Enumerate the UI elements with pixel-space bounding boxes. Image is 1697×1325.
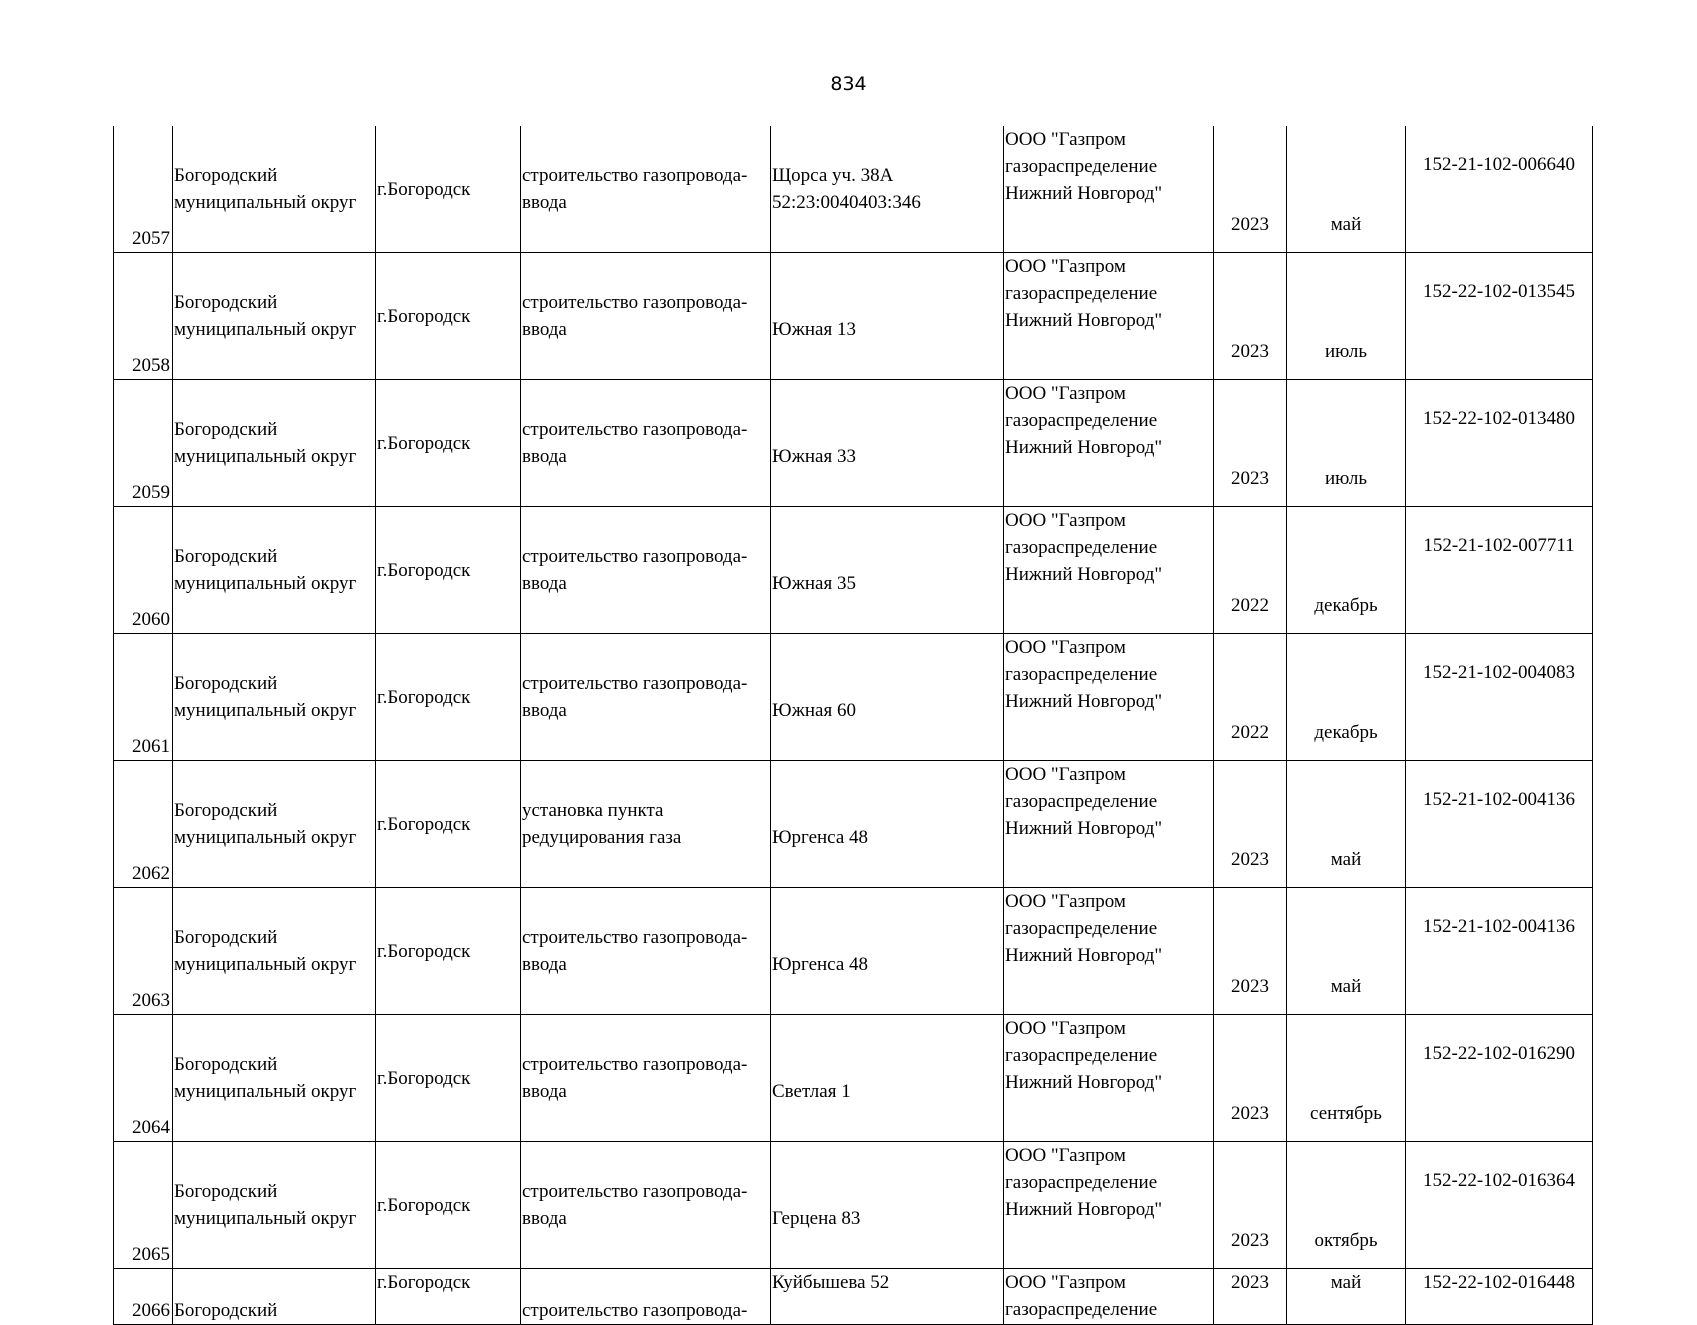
district-line: Богородский (174, 419, 278, 440)
work-type-cell (521, 634, 771, 761)
city-cell: г.Богородск (376, 761, 521, 888)
organization-line: ООО "Газпром (1005, 1272, 1126, 1293)
city-cell: г.Богородск (376, 126, 521, 253)
organization-line: ООО "Газпром (1005, 637, 1126, 658)
organization-line: Нижний Новгород" (1005, 183, 1163, 204)
organization-cell (1004, 634, 1214, 761)
organization-line: ООО "Газпром (1005, 129, 1126, 150)
code-cell: 152-22-102-016448 (1406, 1269, 1593, 1325)
code-cell: 152-21-102-004136 (1406, 761, 1593, 888)
row-number-cell: 2059 (114, 380, 173, 507)
address-line: Южная 60 (772, 700, 856, 721)
organization-cell (1004, 1142, 1214, 1269)
district-line: Богородский (174, 1054, 278, 1075)
row-number-cell: 2066 (114, 1269, 173, 1325)
organization-line: газораспределение (1005, 791, 1158, 812)
address-line: Герцена 83 (772, 1208, 861, 1229)
year-cell: 2022 (1214, 507, 1287, 634)
organization-cell (1004, 761, 1214, 888)
district-line: муниципальный округ (174, 827, 357, 848)
city-cell: г.Богородск (376, 380, 521, 507)
city-cell: г.Богородск (376, 1142, 521, 1269)
work-type-cell (521, 761, 771, 888)
organization-cell (1004, 253, 1214, 380)
row-number-cell: 2062 (114, 761, 173, 888)
code-cell: 152-21-102-006640 (1406, 126, 1593, 253)
city-cell: г.Богородск (376, 253, 521, 380)
address-line (772, 1178, 1002, 1205)
table-row (114, 888, 1593, 1015)
district-cell (173, 888, 376, 1015)
organization-line: Нижний Новгород" (1005, 1072, 1163, 1093)
table-row (114, 1015, 1593, 1142)
district-line: Богородский (174, 927, 278, 948)
month-cell: сентябрь (1287, 1015, 1406, 1142)
city-cell: г.Богородск (376, 634, 521, 761)
organization-line: газораспределение (1005, 1045, 1158, 1066)
address-line: Южная 13 (772, 319, 856, 340)
table-row (114, 507, 1593, 634)
work-type-cell (521, 888, 771, 1015)
organization-cell (1004, 507, 1214, 634)
organization-line: ООО "Газпром (1005, 891, 1126, 912)
work-type-cell (521, 1015, 771, 1142)
organization-line: ООО "Газпром (1005, 1018, 1126, 1039)
district-line: Богородский (174, 546, 278, 567)
address-line: Щорса уч. 38А (772, 165, 894, 186)
district-line: Богородский (174, 165, 278, 186)
district-line: муниципальный округ (174, 700, 357, 721)
register-body (114, 126, 1593, 1325)
address-line (772, 670, 1002, 697)
district-line: Богородский (174, 800, 278, 821)
organization-line: газораспределение (1005, 537, 1158, 558)
row-number-cell: 2065 (114, 1142, 173, 1269)
address-line (772, 924, 1002, 951)
district-line: муниципальный округ (174, 446, 357, 467)
work-type-line: ввода (522, 192, 567, 213)
year-cell: 2023 (1214, 1015, 1287, 1142)
organization-line: Нижний Новгород" (1005, 437, 1163, 458)
address-cell (771, 761, 1004, 888)
address-cell (771, 1142, 1004, 1269)
year-cell: 2023 (1214, 888, 1287, 1015)
city-cell: г.Богородск (376, 507, 521, 634)
district-cell (173, 380, 376, 507)
city-cell: г.Богородск (376, 1269, 521, 1325)
district-cell (173, 634, 376, 761)
month-cell: июль (1287, 253, 1406, 380)
district-cell (173, 126, 376, 253)
organization-line: ООО "Газпром (1005, 764, 1126, 785)
month-cell: май (1287, 761, 1406, 888)
work-type-cell (521, 253, 771, 380)
organization-line: Нижний Новгород" (1005, 1199, 1163, 1220)
address-cell (771, 888, 1004, 1015)
address-cell (771, 126, 1004, 253)
code-cell: 152-22-102-013480 (1406, 380, 1593, 507)
row-number-cell: 2064 (114, 1015, 173, 1142)
code-cell: 152-21-102-004083 (1406, 634, 1593, 761)
month-cell: октябрь (1287, 1142, 1406, 1269)
work-type-line: ввода (522, 573, 567, 594)
address-cell (771, 380, 1004, 507)
address-line: Юргенса 48 (772, 827, 869, 848)
work-type-line: строительство газопровода- (522, 546, 748, 567)
address-line (772, 416, 1002, 443)
organization-line: Нижний Новгород" (1005, 818, 1163, 839)
district-cell (173, 253, 376, 380)
work-type-line: строительство газопровода- (522, 165, 748, 186)
organization-line: газораспределение (1005, 1172, 1158, 1193)
address-cell (771, 507, 1004, 634)
district-line: Богородский (174, 1181, 278, 1202)
organization-line: газораспределение (1005, 1299, 1158, 1320)
work-type-line: строительство газопровода- (522, 419, 748, 440)
month-cell: декабрь (1287, 634, 1406, 761)
district-cell (173, 761, 376, 888)
row-number-cell: 2061 (114, 634, 173, 761)
district-cell (173, 507, 376, 634)
district-line: муниципальный округ (174, 1208, 357, 1229)
work-type-cell (521, 126, 771, 253)
address-cell (771, 1015, 1004, 1142)
organization-line: газораспределение (1005, 156, 1158, 177)
year-cell: 2023 (1214, 1269, 1287, 1325)
address-line: Южная 33 (772, 446, 856, 467)
table-row (114, 253, 1593, 380)
organization-line: газораспределение (1005, 410, 1158, 431)
address-line (772, 797, 1002, 824)
organization-cell (1004, 1269, 1214, 1325)
address-line: Южная 35 (772, 573, 856, 594)
address-cell (771, 1269, 1004, 1325)
district-line: муниципальный округ (174, 319, 357, 340)
code-cell: 152-22-102-016364 (1406, 1142, 1593, 1269)
month-cell: май (1287, 126, 1406, 253)
district-cell (173, 1269, 376, 1325)
work-type-line: строительство газопровода- (522, 673, 748, 694)
district-line: муниципальный округ (174, 954, 357, 975)
city-cell: г.Богородск (376, 1015, 521, 1142)
district-line: муниципальный округ (174, 1081, 357, 1102)
address-cell (771, 253, 1004, 380)
address-line: Светлая 1 (772, 1081, 851, 1102)
work-type-line: строительство газопровода- (522, 1054, 748, 1075)
month-cell: май (1287, 888, 1406, 1015)
work-type-cell (521, 1142, 771, 1269)
work-type-line: ввода (522, 700, 567, 721)
code-cell: 152-22-102-016290 (1406, 1015, 1593, 1142)
organization-line: Нижний Новгород" (1005, 691, 1163, 712)
address-line (772, 543, 1002, 570)
work-type-line: установка пункта (522, 800, 664, 821)
year-cell: 2023 (1214, 380, 1287, 507)
organization-line: ООО "Газпром (1005, 510, 1126, 531)
organization-line: Нижний Новгород" (1005, 310, 1163, 331)
organization-cell (1004, 1015, 1214, 1142)
table-row (114, 761, 1593, 888)
district-line: муниципальный округ (174, 192, 357, 213)
code-cell: 152-21-102-007711 (1406, 507, 1593, 634)
organization-line: ООО "Газпром (1005, 383, 1126, 404)
city-cell: г.Богородск (376, 888, 521, 1015)
code-cell: 152-21-102-004136 (1406, 888, 1593, 1015)
work-type-line: строительство газопровода- (522, 1181, 748, 1202)
district-cell (173, 1015, 376, 1142)
organization-line: ООО "Газпром (1005, 256, 1126, 277)
month-cell: май (1287, 1269, 1406, 1325)
address-cell (771, 634, 1004, 761)
table-row (114, 126, 1593, 253)
address-line: Юргенса 48 (772, 954, 869, 975)
organization-line: газораспределение (1005, 664, 1158, 685)
work-type-line: ввода (522, 446, 567, 467)
row-number-cell: 2057 (114, 126, 173, 253)
work-type-cell (521, 380, 771, 507)
organization-line: газораспределение (1005, 918, 1158, 939)
work-type-line: ввода (522, 1208, 567, 1229)
table-row (114, 634, 1593, 761)
work-type-line: ввода (522, 954, 567, 975)
row-number-cell: 2060 (114, 507, 173, 634)
address-line (772, 1051, 1002, 1078)
row-number-cell: 2063 (114, 888, 173, 1015)
district-cell (173, 1142, 376, 1269)
month-cell: декабрь (1287, 507, 1406, 634)
work-type-line: строительство газопровода- (522, 1300, 748, 1321)
district-line: Богородский (174, 1300, 278, 1321)
code-cell: 152-22-102-013545 (1406, 253, 1593, 380)
work-type-line: строительство газопровода- (522, 927, 748, 948)
year-cell: 2023 (1214, 1142, 1287, 1269)
work-type-line: ввода (522, 1081, 567, 1102)
organization-line: Нижний Новгород" (1005, 564, 1163, 585)
work-type-cell (521, 507, 771, 634)
address-line: 52:23:0040403:346 (772, 192, 921, 213)
table-row (114, 1142, 1593, 1269)
address-line (772, 289, 1002, 316)
register-table (113, 126, 1593, 1325)
work-type-cell (521, 1269, 771, 1325)
work-type-line: редуцирования газа (522, 827, 682, 848)
district-line: муниципальный округ (174, 573, 357, 594)
organization-line: ООО "Газпром (1005, 1145, 1126, 1166)
table-row (114, 380, 1593, 507)
address-line: Куйбышева 52 (772, 1272, 890, 1293)
district-line: Богородский (174, 292, 278, 313)
table-row (114, 1269, 1593, 1325)
page-number: 834 (830, 73, 867, 95)
year-cell: 2023 (1214, 761, 1287, 888)
row-number-cell: 2058 (114, 253, 173, 380)
year-cell: 2023 (1214, 126, 1287, 253)
organization-line: Нижний Новгород" (1005, 945, 1163, 966)
organization-line: газораспределение (1005, 283, 1158, 304)
year-cell: 2023 (1214, 253, 1287, 380)
organization-cell (1004, 888, 1214, 1015)
organization-cell (1004, 380, 1214, 507)
month-cell: июль (1287, 380, 1406, 507)
year-cell: 2022 (1214, 634, 1287, 761)
work-type-line: строительство газопровода- (522, 292, 748, 313)
work-type-line: ввода (522, 319, 567, 340)
organization-cell (1004, 126, 1214, 253)
district-line: Богородский (174, 673, 278, 694)
